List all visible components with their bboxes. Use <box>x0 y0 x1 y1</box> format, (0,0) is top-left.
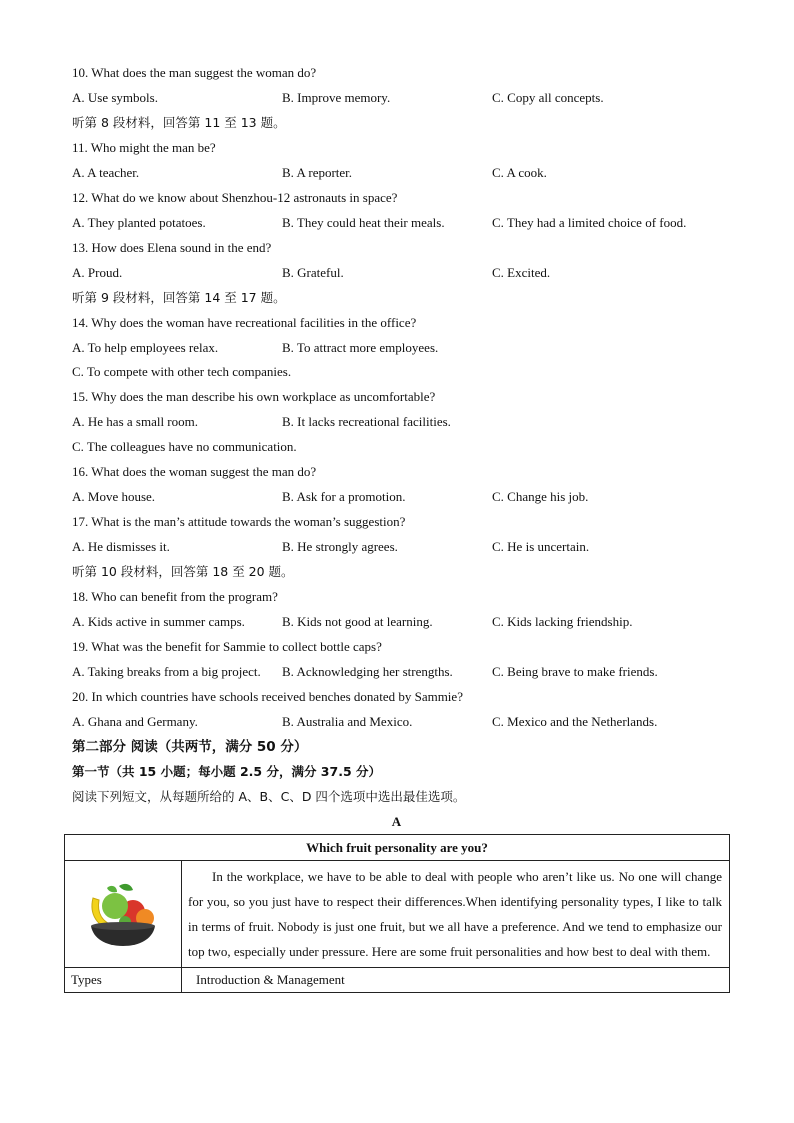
fruit-personality-table <box>64 834 730 993</box>
option-b: B. Improve memory. <box>282 90 391 105</box>
option-b: B. It lacks recreational facilities. <box>282 414 451 429</box>
question-text: 12. What do we know about Shenzhou-12 astronauts in space? <box>72 190 398 205</box>
option-a: A. He has a small room. <box>72 414 199 429</box>
intro-paragraph: In the workplace, we have to be able to deal with people who aren’t like us. No one will change for you, so you just have to respect their differences.When identifying personality types, I like to talk in terms of fruit. Nobody is just one fruit, but we all have a preference. And we tend to emphasize our top two, especially under pressure. Here are some fruit personalities and how best to deal with them. <box>188 869 722 959</box>
question-text: 18. Who can benefit from the program? <box>72 589 278 604</box>
fruit-bowl-icon <box>85 876 161 948</box>
option-a: A. Move house. <box>72 489 156 504</box>
option-c: C. Mexico and the Netherlands. <box>492 714 658 729</box>
option-c: C. The colleagues have no communication. <box>72 439 297 454</box>
table-intro-text <box>182 861 730 968</box>
question-text: 13. How does Elena sound in the end? <box>72 240 272 255</box>
question-text: 15. Why does the man describe his own workplace as uncomfortable? <box>72 389 436 404</box>
option-a: A. Kids active in summer camps. <box>72 614 245 629</box>
section-instruction: 听第 10 段材料，回答第 18 至 20 题。 <box>72 564 294 579</box>
column-header-introduction: Introduction & Management <box>182 968 730 993</box>
option-c: C. Kids lacking friendship. <box>492 614 633 629</box>
option-c: C. They had a limited choice of food. <box>492 215 687 230</box>
option-a: A. He dismisses it. <box>72 539 170 554</box>
option-b: B. Ask for a promotion. <box>282 489 406 504</box>
option-c: C. Change his job. <box>492 489 589 504</box>
option-b: B. To attract more employees. <box>282 340 439 355</box>
option-c: C. Copy all concepts. <box>492 90 604 105</box>
section-instruction: 听第 9 段材料，回答第 14 至 17 题。 <box>72 290 286 305</box>
subsection-heading: 第一节（共 15 小题；每小题 2.5 分，满分 37.5 分） <box>72 764 381 779</box>
option-a: A. They planted potatoes. <box>72 215 206 230</box>
question-text: 11. Who might the man be? <box>72 140 216 155</box>
question-text: 19. What was the benefit for Sammie to collect bottle caps? <box>72 639 382 654</box>
question-text: 10. What does the man suggest the woman do? <box>72 65 317 80</box>
option-c: C. He is uncertain. <box>492 539 590 554</box>
option-b: B. He strongly agrees. <box>282 539 398 554</box>
option-b: B. They could heat their meals. <box>282 215 445 230</box>
table-title: Which fruit personality are you? <box>65 835 730 861</box>
option-c: C. Being brave to make friends. <box>492 664 658 679</box>
option-a: A. Taking breaks from a big project. <box>72 664 261 679</box>
question-text: 16. What does the woman suggest the man do? <box>72 464 317 479</box>
option-c: C. To compete with other tech companies. <box>72 364 292 379</box>
option-b: B. Australia and Mexico. <box>282 714 413 729</box>
option-b: B. A reporter. <box>282 165 353 180</box>
part-heading: 第二部分 阅读（共两节，满分 50 分） <box>72 739 308 755</box>
question-text: 14. Why does the woman have recreational facilities in the office? <box>72 315 417 330</box>
section-instruction: 听第 8 段材料，回答第 11 至 13 题。 <box>72 115 286 130</box>
option-a: A. To help employees relax. <box>72 340 219 355</box>
option-a: A. Ghana and Germany. <box>72 714 198 729</box>
option-c: C. Excited. <box>492 265 551 280</box>
fruit-image-cell <box>65 861 182 968</box>
option-b: B. Kids not good at learning. <box>282 614 433 629</box>
option-a: A. A teacher. <box>72 165 140 180</box>
option-a: A. Use symbols. <box>72 90 158 105</box>
option-b: B. Grateful. <box>282 265 344 280</box>
reading-instruction: 阅读下列短文，从每题所给的 A、B、C、D 四个选项中选出最佳选项。 <box>72 789 466 804</box>
question-text: 17. What is the man’s attitude towards the woman’s suggestion? <box>72 514 406 529</box>
column-header-types: Types <box>65 968 182 993</box>
option-a: A. Proud. <box>72 265 123 280</box>
question-text: 20. In which countries have schools received benches donated by Sammie? <box>72 689 463 704</box>
option-b: B. Acknowledging her strengths. <box>282 664 453 679</box>
passage-letter: A <box>391 814 402 829</box>
option-c: C. A cook. <box>492 165 547 180</box>
